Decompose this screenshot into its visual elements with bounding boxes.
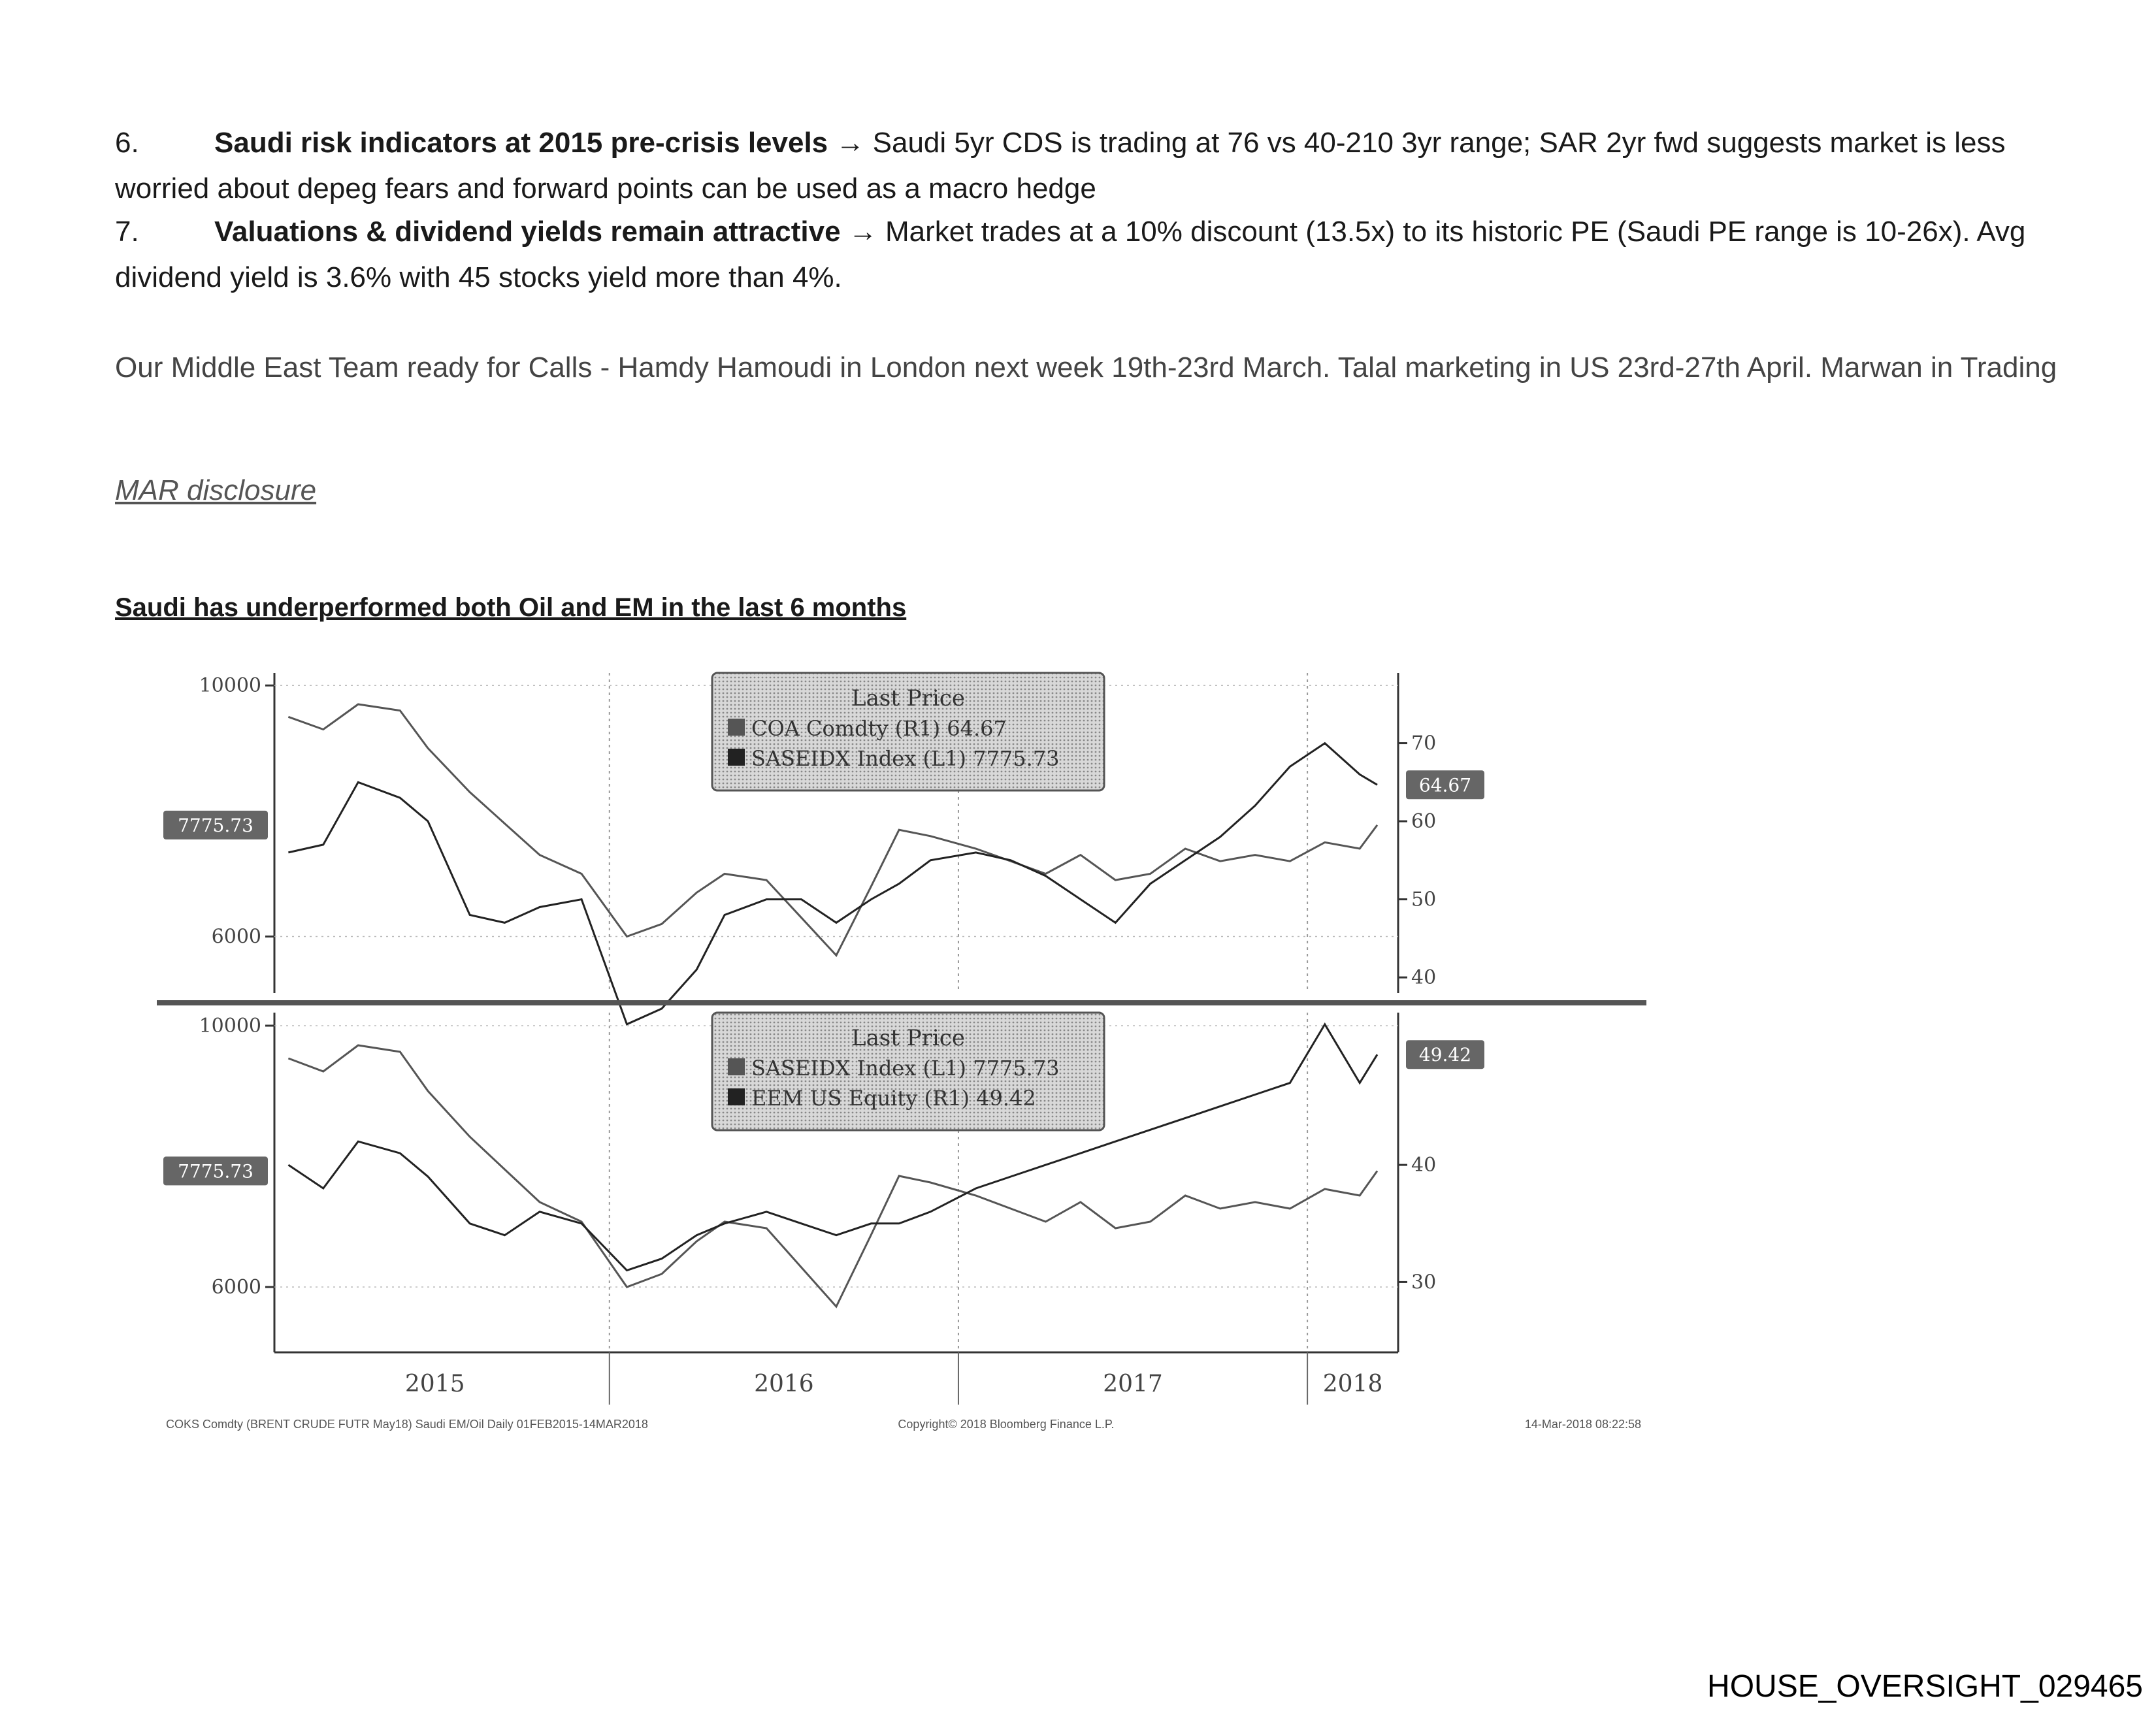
x-tick-label: 2018 (1322, 1371, 1383, 1397)
right-tick-label: 70 (1411, 732, 1437, 755)
team-note: Our Middle East Team ready for Calls - Hamdy Hamoudi in London next week 19th-23rd March. Talal marketing in US 23rd-27th April. Marwan in Trading (115, 351, 2057, 383)
chart-heading: Saudi has underperformed both Oil and EM in the last 6 months (115, 593, 907, 622)
right-tick-label: 60 (1411, 810, 1437, 834)
chart-footer-center: Copyright© 2018 Bloomberg Finance L.P. (898, 1418, 1115, 1431)
bloomberg-chart (157, 660, 1659, 1457)
legend-entry: SASEIDX Index (L1) 7775.73 (751, 746, 1060, 771)
legend-entry: COA Comdty (R1) 64.67 (751, 716, 1007, 741)
item-title: Valuations & dividend yields remain attractive (214, 216, 841, 248)
legend-swatch (728, 749, 745, 766)
left-value-tag-label: 7775.73 (178, 1160, 253, 1182)
left-value-tag-label: 7775.73 (178, 814, 253, 836)
legend-swatch (728, 1088, 745, 1105)
item-title: Saudi risk indicators at 2015 pre-crisis levels (214, 127, 828, 159)
legend-entry: SASEIDX Index (L1) 7775.73 (751, 1056, 1060, 1081)
right-value-tag-label: 64.67 (1418, 774, 1472, 796)
legend-entry: EEM US Equity (R1) 49.42 (751, 1086, 1036, 1111)
legend-swatch (728, 719, 745, 736)
item-number: 7. (115, 216, 139, 248)
right-tick-label: 40 (1411, 966, 1437, 990)
arrow-icon: → (836, 127, 865, 159)
chart-footer-left: COKS Comdty (BRENT CRUDE FUTR May18) Saudi EM/Oil Daily 01FEB2015-14MAR2018 (166, 1418, 648, 1431)
right-value-tag-label: 49.42 (1418, 1044, 1472, 1066)
legend-swatch (728, 1058, 745, 1075)
item-text: Market trades at a 10% discount (13.5x) to its historic PE (Saudi PE range is 10-26x). Avg dividend yield is 3.6% with 45 stocks yield more than 4%. (115, 216, 2026, 293)
left-tick-label: 6000 (211, 925, 261, 949)
left-tick-label: 10000 (199, 1015, 261, 1037)
item-7 (115, 209, 2075, 301)
x-tick-label: 2015 (404, 1371, 465, 1397)
right-tick-label: 30 (1411, 1271, 1437, 1294)
item-6 (115, 120, 2075, 212)
item-number: 6. (115, 127, 139, 159)
right-tick-label: 40 (1411, 1154, 1437, 1177)
x-tick-label: 2016 (754, 1371, 814, 1397)
item-text: Saudi 5yr CDS is trading at 76 vs 40-210 3yr range; SAR 2yr fwd suggests market is less worried about depeg fears and forward points can be used as a macro hedge (115, 127, 2006, 204)
left-tick-label: 6000 (211, 1276, 261, 1299)
chart-footer-right: 14-Mar-2018 08:22:58 (1524, 1418, 1641, 1431)
chart-panel-top (163, 673, 1484, 1024)
arrow-icon: → (848, 216, 877, 248)
legend-title: Last Price (851, 1025, 965, 1051)
chart-panel-bottom (163, 1013, 1484, 1352)
mar-disclosure-link[interactable]: MAR disclosure (115, 474, 317, 506)
left-tick-label: 10000 (199, 674, 261, 698)
document-id: HOUSE_OVERSIGHT_029465 (1707, 1669, 2143, 1704)
right-tick-label: 50 (1411, 888, 1437, 911)
legend-title: Last Price (851, 685, 965, 711)
x-tick-label: 2017 (1103, 1371, 1163, 1397)
